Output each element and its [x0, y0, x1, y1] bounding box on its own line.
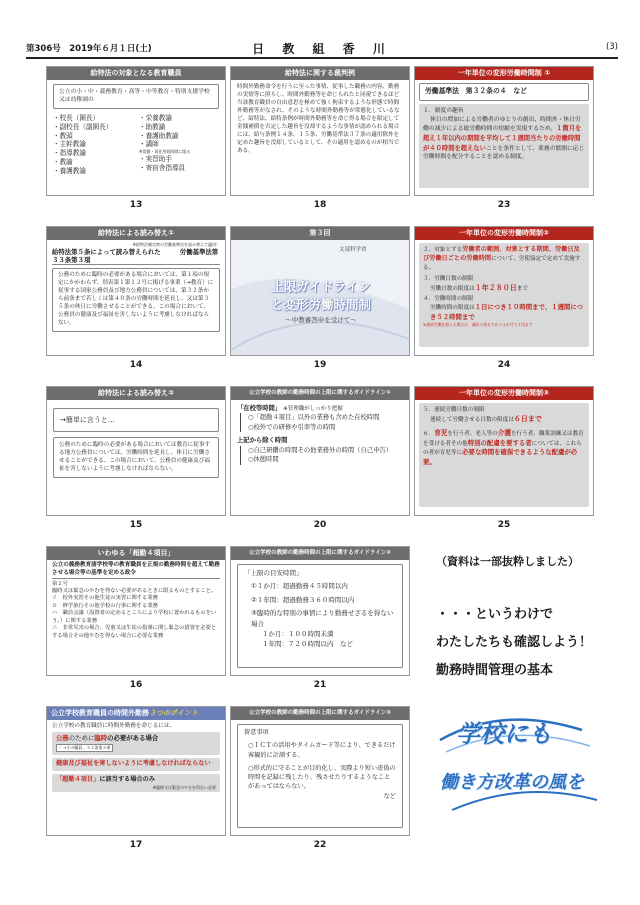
slide-20: 公立学校の教師の勤務時間の上限に関するガイドライン① 「在校等時間」 ※管理職がしっかり把握 ○「超勤４項目」以外の業務も含めた在校時間 ○校外での研修や引率等の時間 上記から除く時間 ○自己研鑽の時間その他業務外の時間（自己申告） ○休憩時間 — [230, 386, 410, 516]
slide-content: 留意事項 ○ＩＣＴの活用やタイムカード等により、できるだけ客観的に計測する。 ○形式的に守ることが目的化し、実際より短い虚偽の時間を記録に残したり、残させたりするようなことがあってはならない。 など — [237, 724, 403, 828]
slide-number: 21 — [313, 680, 327, 690]
issue-date: 第306号 2019年６月１日(土) — [26, 44, 152, 54]
slide-header: 公立学校の教師の勤務時間の上限に関するガイドライン③ — [231, 707, 409, 720]
slide-19 — [230, 226, 410, 356]
slide-number: 18 — [313, 200, 327, 210]
slide-number: 13 — [129, 200, 143, 210]
excerpt-note: （資料は一部抜粋しました） — [436, 555, 579, 568]
title-line-2: と変形労働時間制 — [270, 297, 371, 312]
point-2: 健康及び福祉を害しないように考慮しなければならない — [52, 758, 220, 771]
campaign-logo — [432, 700, 602, 830]
slide-24 — [414, 226, 594, 356]
slide-content: ２．対象とする労働者の範囲、対象とする期間、労働日及び労働日ごとの労働時間について、労使協定で定めて実施する。 ３．労働日数の制限 労働日数の限度は１年２８０日まで ４．労働時間の制限 労働時間の限度は１日につき１０時間まで、１週間につき５２時間まで ※連続労働を超える場合は、連続３週までかつ３か月で３回まで — [419, 243, 589, 347]
slide-header: 給特法による読み替え① — [47, 227, 225, 240]
slide-23 — [414, 66, 594, 196]
slide-number: 15 — [129, 520, 143, 530]
subtitle: ～中教審答申を受けて～ — [285, 316, 357, 324]
slide-22 — [230, 706, 410, 836]
masthead — [26, 40, 618, 56]
slide-number: 14 — [129, 360, 143, 370]
slide-14 — [46, 226, 226, 356]
slide-content: 「上限の目安時間」 ①１か月：超過勤務４５時間以内 ②１年間：超過勤務３６０時間以内 ③臨時的な特別の事情により勤務せざるを得ない場合 １か月：１００時間未満 １年間：７２０時間以内 など — [237, 564, 403, 668]
slide-17 — [46, 706, 226, 836]
slide-number: 22 — [313, 840, 327, 850]
slide-number: 20 — [313, 520, 327, 530]
slide-header: 一年単位の変形労働時間制② — [415, 227, 593, 240]
slide-header: 給特法に関する裁判例 — [231, 67, 409, 80]
slide-number: 23 — [497, 200, 511, 210]
slide-15 — [46, 386, 226, 516]
slide-intro: 公立の小・中・義務教育・高等・中等教育・特別支援学校又は幼稚園の — [53, 84, 219, 109]
slide-18 — [230, 66, 410, 196]
closing-line-2: わたしたちも確認しよう！ — [436, 635, 593, 650]
slide-number: 17 — [129, 840, 143, 850]
point-3: 「超勤４項目」に該当する場合のみ ※臨時又は緊急のやむを得ない必要 — [52, 774, 220, 793]
ministry-label: 文部科学省 — [339, 247, 367, 253]
slide-number: 25 — [497, 520, 511, 530]
slide-text: 公務のために臨時の必要がある場合においては教育に従事する地方公務員については、労働時間を延長し、休日に労働させることができる。この場合において、公務員の健康及び福祉を害しないように考慮しなければならない。 — [53, 437, 219, 477]
slide-16: いわゆる「超勤４項目」 公立の義務教育諸学校等の教育職員を正規の勤務時間を超えて勤務させる場合等の基準を定める政令 第２号 臨時又は緊急のやむを得ない必要があるときに限るものとすること。 イ 校外実習その他生徒の実習に関する業務 ロ 修学旅行その他学校の行事に関する業務 ハ 職員会議（設置者の定めるところにより学校に置かれるものをいう。）に関する業務 ニ 非常災害の場合、児童又は生徒の指導に関し緊急の措置を必要とする場合その他やむを得ない場合に必要な業務 — [46, 546, 226, 676]
slide-content: １．制度の趣旨 休日の増加による労働者のゆとりの創出、時間外・休日労働の減少による総労働時間の短縮を実現するため、１箇月を超え１年以内の期間を平均して１週間当たりの労働時間が４０時間を超えないことを条件として、業務の繁閑に応じ労働時間を配分することを認める制度。 — [419, 104, 589, 188]
slide-header: いわゆる「超勤４項目」 — [47, 547, 225, 560]
slide-header: 一年単位の変形労働時間制 ① — [415, 67, 593, 80]
slide-title: 公立の義務教育諸学校等の教育職員を正規の勤務時間を超えて勤務させる場合等の基準を定める政令 — [52, 562, 220, 579]
slide-intro: 公立学校の教育職員に時間外勤務を命じるには、 — [52, 723, 176, 729]
slide-number: 24 — [497, 360, 511, 370]
slide-header: 公立学校の教師の勤務時間の上限に関するガイドライン① — [231, 387, 409, 400]
slide-lead: →簡単に言うと… — [53, 408, 219, 432]
slide-13 — [46, 66, 226, 196]
logo-line-2: 働き方改革の風を — [440, 772, 584, 793]
paper-title: 日 教 組 香 川 — [252, 42, 392, 56]
title-line-1: 上限ガイドライン — [271, 279, 371, 294]
slide-header: 給特法による読み替え② — [47, 387, 225, 400]
logo-line-1: 学校にも — [456, 720, 552, 748]
slide-text: 公務のために臨時の必要がある場合においては、第１項の規定にかかわらず、別表第１第１２号に掲げる事業（→教育）に従事する国家公務員及び地方公務員については、第３２条から前条まで若しくは第４０条の労働時間を延長し、又は第３５条の休日に労働させることができる。この場合において、公務員の健康及び福祉を害しないように考慮しなければならない。 — [52, 268, 220, 332]
slide-number: 19 — [313, 360, 327, 370]
page-number: (3) — [605, 42, 618, 52]
staff-list-right: ・栄養教諭 ・助教諭 ・養護助教諭 ・講師 ※常勤・再任用短時間に限る ・実習助手 ・寄宿舎指導員 — [139, 113, 191, 172]
slide-25 — [414, 386, 594, 516]
point-1: 公務のために臨時の必要がある場合 ！→その職員、３３条第３項 — [52, 732, 220, 755]
staff-list-left: ・校長（園長） ・副校長（副園長） ・教頭 ・主幹教諭 ・指導教諭 ・教諭 ・養護教諭 — [53, 113, 113, 176]
slide-title: 給特法第５条によって読み替えられた 労働基準法第３３条第３項 — [52, 247, 219, 265]
slide-21 — [230, 546, 410, 676]
slide-title: 労働基準法 第３２条の４ など — [419, 83, 589, 101]
closing-line-3: 勤務時間管理の基本 — [436, 663, 554, 678]
slide-header: 第３回 — [231, 227, 409, 240]
slide-header: 公立学校の教師の勤務時間の上限に関するガイドライン② — [231, 547, 409, 560]
slide-header: 一年単位の変形労働時間制③ — [415, 387, 593, 400]
masthead-rule — [26, 57, 618, 59]
slide-header: 給特法の対象となる教育職員 — [47, 67, 225, 80]
slide-text: 時間外勤務命令を行うに至った事情、従事した職務の内容、勤務の実情等に照らし、時間外勤務等を命じられたと同視できるほど当該教育職員の自由意思を極めて強く拘束するような形態で時間外勤務等がなされ、そのような時間外勤務等が常態化しているなど、給特法、給特条例が時間外勤務等を命じ得る場合を限定して金銭補償を否定した趣旨を没却するような事情が認められる場合には、給与条例１４条、１５条、労働基準法３７条の適用除外を定めた趣旨を没却しているとして、その適用を認めるのが相当である。 — [237, 84, 400, 154]
slide-number: 16 — [129, 680, 143, 690]
closing-line-1: ・・・というわけで — [436, 607, 554, 622]
slide-header: 公立学校教育職員の時間外勤務３つのポイント — [47, 707, 225, 720]
slide-note: ※給特法制定時の労働基準法を読み替えて適用！ — [132, 242, 220, 247]
slide-content: ５．連続労働日数の制限 連続して労働させる日数の限度は６日まで ６．育児を行う者、老人等の介護を行う者、職業訓練又は教育を受ける者その他特別の配慮を要する者については、これらの者が育児等に必要な時間を確保できるような配慮が必要。 — [419, 403, 589, 507]
